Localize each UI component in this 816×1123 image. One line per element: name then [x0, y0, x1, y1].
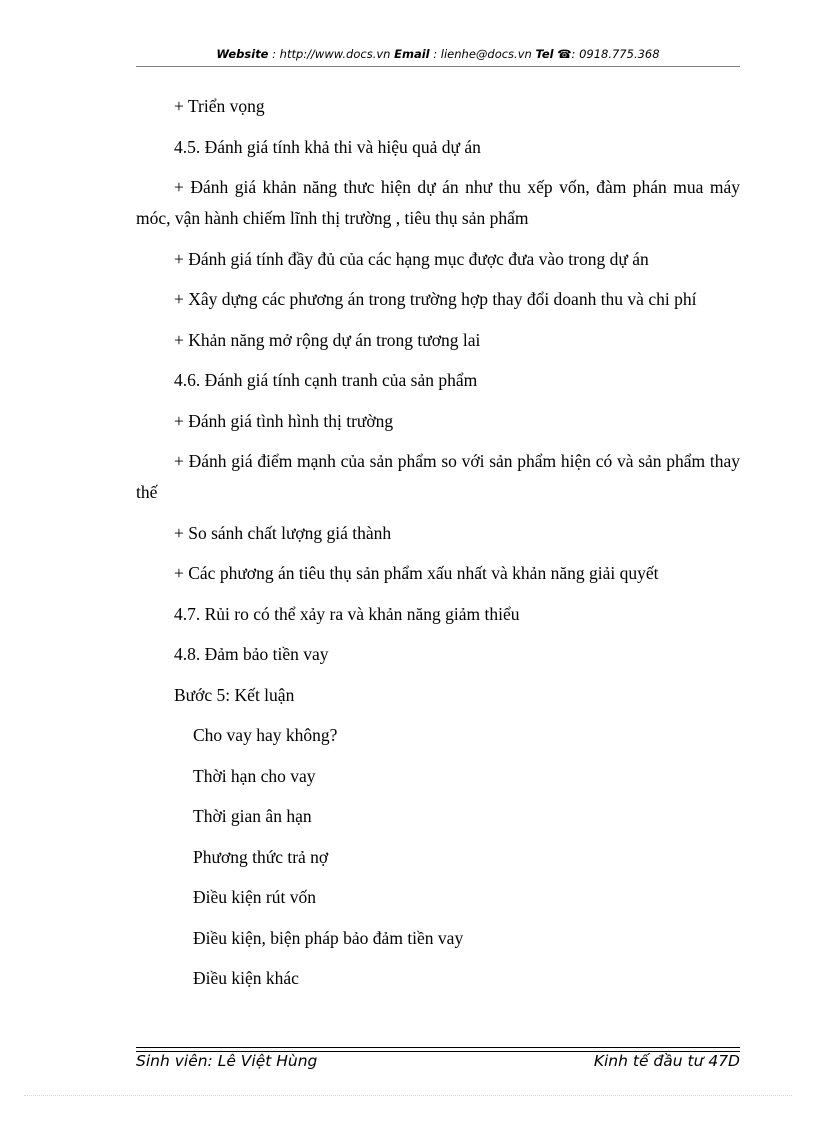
- conclusion-item: Thời hạn cho vay: [193, 765, 316, 786]
- conclusion-item: Phương thức trả nợ: [193, 846, 329, 867]
- conclusion-item: Cho vay hay không?: [193, 725, 338, 745]
- paragraph: + Các phương án tiêu thụ sản phẩm xấu nhất và khản năng giải quyết: [174, 563, 659, 583]
- tel-value: ☎: 0918.775.368: [553, 47, 660, 61]
- conclusion-item: Điều kiện rút vốn: [193, 887, 316, 907]
- conclusion-item: Thời gian ân hạn: [193, 806, 312, 826]
- section-heading: 4.6. Đánh giá tính cạnh tranh của sản phẩm: [174, 370, 478, 390]
- email-value: : lienhe@docs.vn: [429, 47, 536, 61]
- section-heading: 4.5. Đánh giá tính khả thi và hiệu quả dự án: [174, 136, 481, 157]
- conclusion-item: Điều kiện, biện pháp bảo đảm tiền vay: [193, 927, 464, 948]
- website-label: Website: [216, 47, 269, 61]
- paragraph: + Xây dựng các phương án trong trường hợp thay đổi doanh thu và chi phí: [174, 289, 697, 309]
- website-value: : http://www.docs.vn: [268, 47, 395, 61]
- paragraph: + Triển vọng: [174, 96, 265, 116]
- conclusion-item: Điều kiện khác: [193, 968, 299, 988]
- footer-class: Kinh tế đầu tư 47D: [593, 1052, 740, 1070]
- tel-label: Tel: [535, 47, 554, 61]
- page-bottom-border: [24, 1095, 792, 1096]
- step-heading: Bước 5: Kết luận: [174, 684, 295, 705]
- paragraph: + Khản năng mở rộng dự án trong tương lai: [174, 329, 481, 350]
- paragraph: + Đánh giá khản năng thưc hiện dự án như thu xếp vốn, đàm phán mua máy móc, vận hành chiếm lĩnh thị trường , tiêu thụ sản phẩm: [136, 177, 740, 228]
- paragraph: + Đánh giá điểm mạnh của sản phẩm so với sản phẩm hiện có và sản phẩm thay thế: [136, 451, 740, 502]
- email-label: Email: [394, 47, 430, 61]
- page-header: [136, 47, 740, 61]
- header-divider: [136, 66, 740, 67]
- footer-student: Sinh viên: Lê Việt Hùng: [136, 1052, 318, 1070]
- document-body: [136, 91, 740, 1004]
- paragraph: + Đánh giá tính đầy đủ của các hạng mục được đưa vào trong dự án: [174, 248, 649, 269]
- section-heading: 4.7. Rủi ro có thể xảy ra và khản năng giảm thiểu: [174, 603, 520, 624]
- section-heading: 4.8. Đảm bảo tiền vay: [174, 644, 329, 664]
- paragraph: + So sánh chất lượng giá thành: [174, 522, 392, 543]
- paragraph: + Đánh giá tình hình thị trường: [174, 410, 394, 431]
